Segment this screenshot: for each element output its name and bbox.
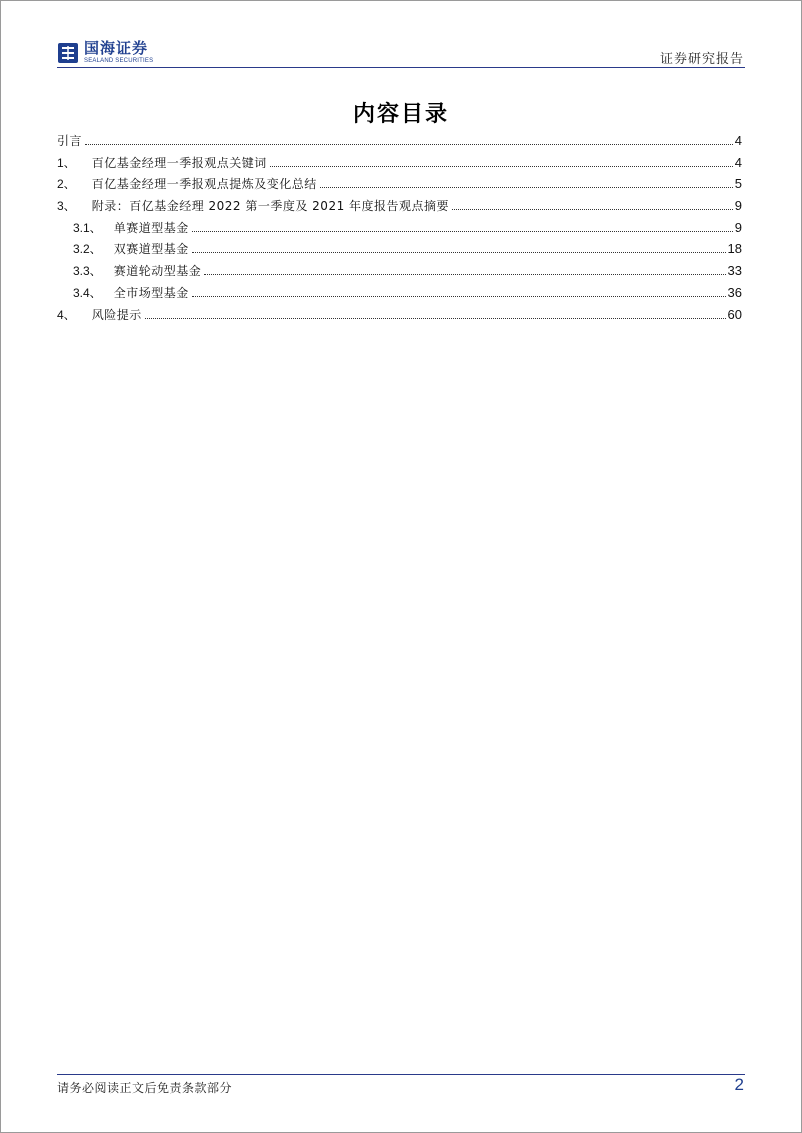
- toc-title: 内容目录: [352, 102, 449, 127]
- toc-leader-dots: [85, 144, 733, 145]
- toc-entry-text: 全市场型基金: [113, 285, 189, 300]
- toc-entry-number: 3.4、: [73, 285, 102, 300]
- toc-leader-dots: [452, 209, 733, 210]
- toc-entry-text: 百亿基金经理一季报观点提炼及变化总结: [91, 177, 317, 192]
- toc-entry[interactable]: [57, 154, 742, 176]
- toc-entry[interactable]: [57, 306, 742, 328]
- sealand-logo-icon: [57, 42, 79, 64]
- toc-entry-text: 引言: [57, 134, 83, 148]
- toc-entry-page: 60: [727, 306, 742, 322]
- table-of-contents: [57, 132, 742, 327]
- header-divider: [57, 67, 745, 68]
- toc-entry-text: 风险提示: [91, 307, 142, 322]
- toc-entry-page: 9: [734, 219, 742, 235]
- company-logo: [57, 41, 153, 64]
- toc-entry-text: 附录：百亿基金经理 2022 第一季度及 2021 年度报告观点摘要: [91, 199, 450, 214]
- toc-entry-number: 4、: [57, 307, 76, 322]
- document-type-label: 证券研究报告: [659, 52, 744, 67]
- toc-entry-number: 3.2、: [73, 242, 102, 257]
- logo-english-name: SEALAND SECURITIES: [84, 58, 154, 64]
- toc-subentry[interactable]: [57, 219, 742, 241]
- page-number: 2: [734, 1075, 744, 1094]
- toc-entry-text: 双赛道型基金: [113, 242, 189, 257]
- toc-entry-text: 赛道轮动型基金: [113, 264, 202, 279]
- toc-entry-number: 3.1、: [73, 220, 102, 235]
- toc-subentry[interactable]: [57, 262, 742, 284]
- toc-leader-dots: [192, 252, 726, 253]
- toc-entry-text: 百亿基金经理一季报观点关键词: [91, 155, 267, 170]
- toc-entry-number: 2、: [57, 177, 76, 192]
- logo-chinese-name: 国海证券: [84, 39, 149, 57]
- toc-leader-dots: [145, 318, 726, 319]
- toc-entry-number: 3、: [57, 199, 76, 214]
- toc-entry-page: 36: [727, 284, 742, 300]
- toc-leader-dots: [320, 187, 733, 188]
- toc-leader-dots: [270, 166, 733, 167]
- toc-entry-page: 18: [727, 241, 742, 257]
- disclaimer-notice: 请务必阅读正文后免责条款部分: [57, 1081, 233, 1095]
- toc-entry-text: 单赛道型基金: [113, 220, 189, 235]
- toc-entry-number: 3.3、: [73, 264, 102, 279]
- toc-entry-page: 4: [734, 154, 742, 170]
- toc-leader-dots: [204, 274, 725, 275]
- toc-entry-page: 4: [734, 133, 742, 148]
- toc-leader-dots: [192, 231, 733, 232]
- toc-subentry[interactable]: [57, 240, 742, 262]
- toc-entry[interactable]: [57, 197, 742, 219]
- toc-entry-page: 5: [734, 176, 742, 192]
- toc-entry[interactable]: [57, 175, 742, 197]
- toc-entry-number: 1、: [57, 155, 76, 170]
- toc-leader-dots: [192, 296, 726, 297]
- footer-divider: [57, 1074, 745, 1075]
- toc-subentry[interactable]: [57, 284, 742, 306]
- toc-entry-page: 33: [727, 263, 742, 279]
- toc-entry-page: 9: [734, 198, 742, 214]
- toc-entry[interactable]: [57, 132, 742, 154]
